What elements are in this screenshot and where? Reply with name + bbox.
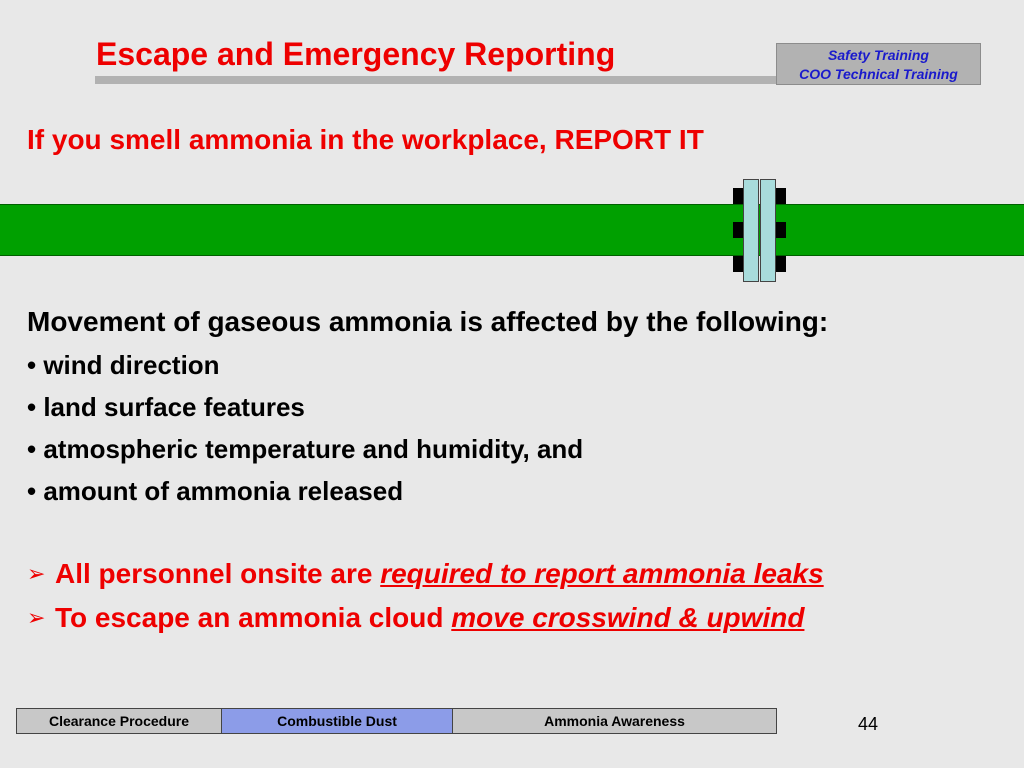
list-item: • atmospheric temperature and humidity, and — [27, 434, 584, 464]
bolt-icon — [776, 256, 786, 272]
page-number: 44 — [858, 714, 879, 734]
list-item: • land surface features — [27, 392, 305, 422]
list-item: • wind direction — [27, 350, 220, 380]
slide-title: Escape and Emergency Reporting — [96, 36, 616, 72]
tab-combustible-dust[interactable]: Combustible Dust — [222, 708, 453, 734]
callout-text: All personnel onsite are — [55, 558, 381, 589]
flange-right-icon — [760, 179, 776, 282]
callout-emphasis: required to report ammonia leaks — [380, 558, 824, 589]
tab-ammonia-awareness[interactable]: Ammonia Awareness — [453, 708, 777, 734]
bolt-icon — [776, 188, 786, 204]
list-item: • amount of ammonia released — [27, 476, 404, 506]
callout-escape — [27, 602, 804, 634]
flange-left-icon — [743, 179, 759, 282]
movement-heading: Movement of gaseous ammonia is affected by the following: — [27, 306, 829, 337]
module-nav — [16, 708, 777, 734]
report-subheading: If you smell ammonia in the workplace, REPORT IT — [27, 124, 704, 155]
badge-line-2: COO Technical Training — [799, 66, 958, 82]
bolt-icon — [733, 222, 743, 238]
tab-clearance-procedure[interactable]: Clearance Procedure — [16, 708, 222, 734]
bolt-icon — [733, 188, 743, 204]
course-badge — [776, 43, 981, 85]
arrowhead-bullet-icon: ➢ — [27, 605, 46, 630]
title-underline — [95, 76, 781, 84]
badge-line-1: Safety Training — [828, 47, 929, 63]
arrowhead-bullet-icon: ➢ — [27, 561, 46, 586]
factor-list — [27, 346, 583, 514]
callout-report-leaks — [27, 558, 824, 590]
callout-emphasis: move crosswind & upwind — [451, 602, 805, 633]
pipe-icon — [0, 204, 1024, 256]
callout-text: To escape an ammonia cloud — [55, 602, 452, 633]
bolt-icon — [733, 256, 743, 272]
bolt-icon — [776, 222, 786, 238]
